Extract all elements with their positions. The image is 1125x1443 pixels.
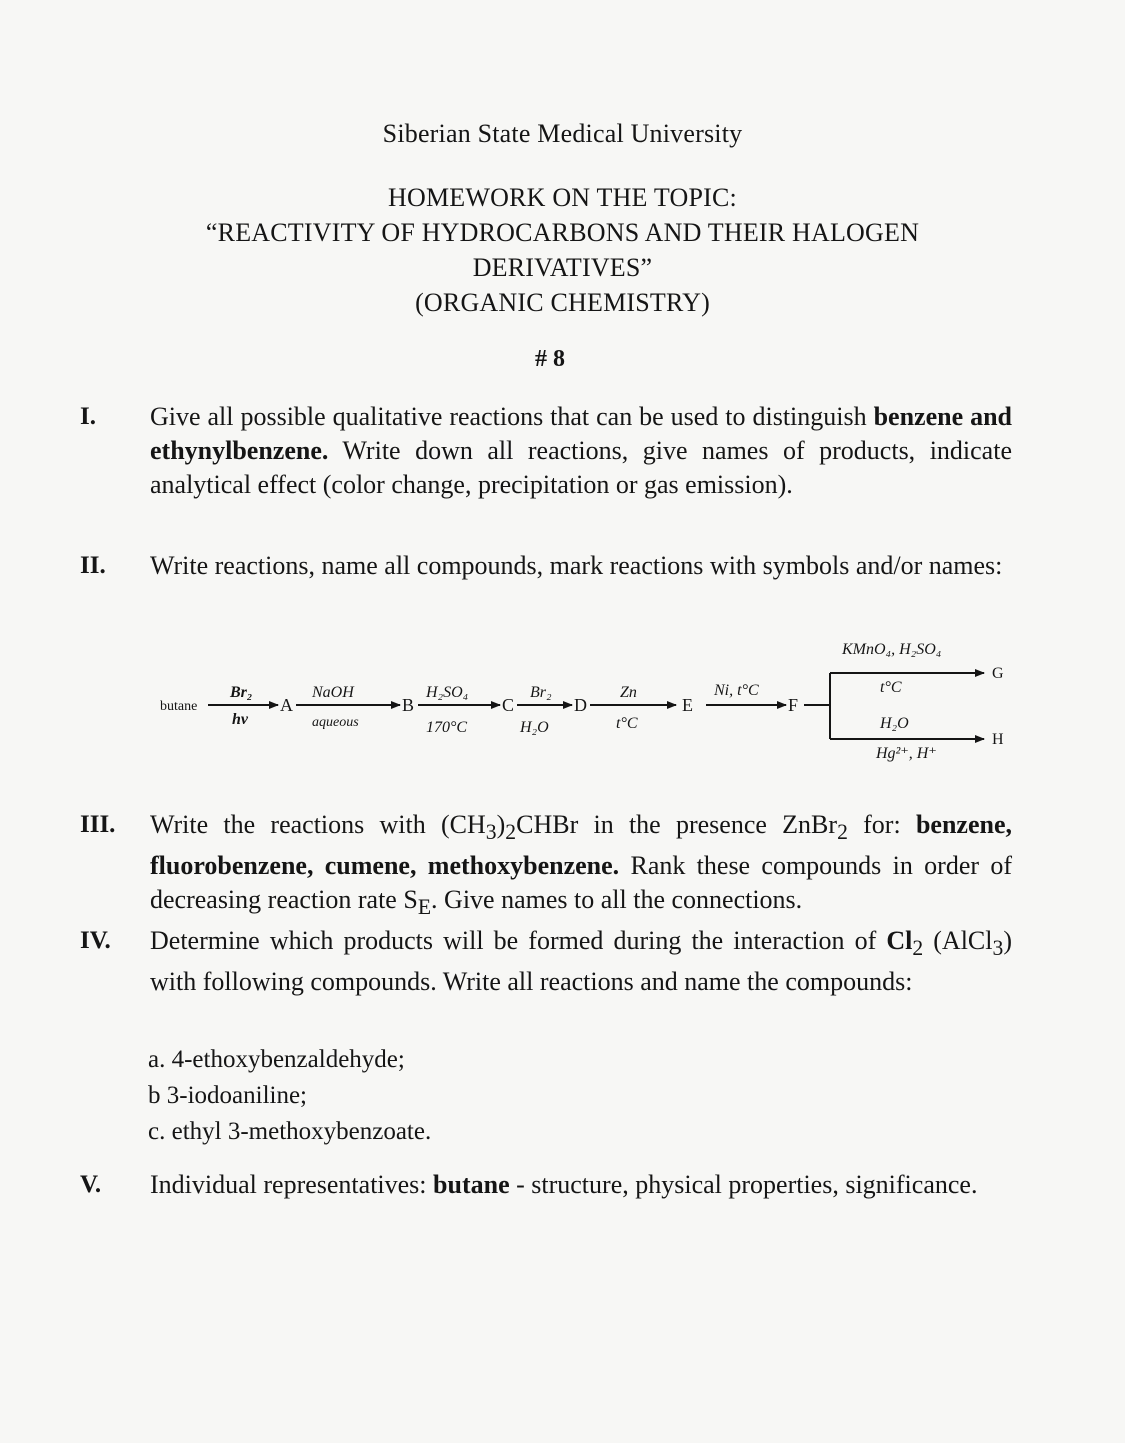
subscript: E — [417, 895, 432, 920]
text-run: - structure, physical properties, significance. — [509, 1170, 978, 1199]
list-item-c: c. ethyl 3-methoxybenzoate. — [148, 1118, 432, 1145]
text-run: Individual representatives: — [150, 1170, 434, 1199]
text-run: Rank these compounds in order of decreasing reaction rate S — [150, 851, 1012, 915]
list-item-a: a. 4-ethoxybenzaldehyde; — [148, 1046, 405, 1073]
node-c: C — [502, 695, 515, 715]
reagent-h-above: H₂O — [880, 715, 909, 732]
node-h: H — [992, 731, 1004, 748]
section-4 — [80, 924, 1012, 999]
reagent-2-above: NaOH — [312, 684, 354, 701]
university-name: Siberian State Medical University — [382, 119, 743, 148]
text-run: . Give names to all the connections. — [431, 885, 803, 915]
topic-line-4: (ORGANIC CHEMISTRY) — [415, 288, 710, 317]
reagent-4-above: Br₂ — [530, 684, 552, 701]
task-number: # 8 — [535, 346, 565, 372]
text-run: Determine which products will be formed during the interaction of — [150, 926, 887, 955]
reagent-4-below: H₂O — [520, 719, 549, 736]
reagent-2-below: aqueous — [312, 715, 359, 730]
topic-block — [0, 180, 1125, 320]
section-numeral: II. — [80, 552, 106, 579]
text-run: (AlCl — [923, 926, 993, 955]
subscript: 3 — [992, 936, 1004, 961]
section-2 — [80, 549, 1012, 583]
section-3 — [80, 808, 1012, 924]
text-run: Write the reactions with (CH — [150, 810, 486, 839]
subscript: 2 — [505, 820, 517, 845]
text-run: ) — [496, 810, 506, 839]
node-b: B — [402, 695, 415, 715]
node-e: E — [682, 695, 693, 715]
section-numeral: IV. — [80, 927, 111, 954]
scheme-start: butane — [160, 699, 198, 714]
reaction-scheme — [0, 632, 1125, 782]
reagent-5-below: t°C — [616, 715, 638, 732]
bold-run: benzene, fluorobenzene, cumene, methoxybenzene. — [150, 810, 1012, 881]
bold-run: Cl — [886, 926, 913, 955]
section-5 — [80, 1168, 1012, 1202]
reagent-1-above: Br₂ — [230, 684, 253, 701]
reagent-3-below: 170°C — [426, 719, 468, 736]
reagent-1-below: hν — [232, 711, 248, 728]
node-g: G — [992, 665, 1004, 682]
reagent-5-above: Zn — [620, 684, 637, 701]
text-run: Give all possible qualitative reactions that can be used to distinguish — [150, 402, 874, 431]
topic-line-3: DERIVATIVES” — [472, 253, 653, 282]
text-run: CHBr in the presence ZnBr — [516, 810, 838, 839]
reagent-h-below: Hg²⁺, H⁺ — [876, 745, 937, 762]
topic-line-2: “REACTIVITY OF HYDROCARBONS AND THEIR HALOGEN — [205, 218, 920, 247]
section-1-text — [150, 400, 1012, 502]
section-5-text — [150, 1168, 1012, 1202]
section-numeral: III. — [80, 811, 116, 838]
bold-run: benzene and ethynylbenzene. — [150, 402, 1013, 465]
section-2-text: Write reactions, name all compounds, mark reactions with symbols and/or names: — [150, 551, 1003, 580]
section-3-text — [150, 808, 1012, 924]
bold-run: butane — [433, 1170, 510, 1199]
text-run: for: — [847, 810, 916, 839]
reagent-g-above: KMnO₄, H₂SO₄ — [842, 641, 942, 658]
node-f: F — [788, 695, 799, 715]
node-a: A — [280, 695, 293, 715]
node-d: D — [574, 695, 587, 715]
header — [0, 116, 1125, 151]
text-run: ) with following compounds. Write all reactions and name the compounds: — [150, 926, 1012, 997]
reagent-g-below: t°C — [880, 679, 902, 696]
subscript: 2 — [912, 936, 924, 961]
text-run: Write down all reactions, give names of products, indicate analytical effect (color change, precipitation or gas emission). — [150, 436, 1012, 499]
list-item-b: b 3-iodoaniline; — [148, 1082, 307, 1109]
section-4-text — [150, 924, 1012, 999]
section-numeral: V. — [80, 1171, 102, 1198]
section-1 — [80, 400, 1012, 502]
subscript: 2 — [837, 820, 848, 845]
topic-line-1: HOMEWORK ON THE TOPIC: — [388, 183, 737, 212]
subscript: 3 — [485, 820, 497, 845]
reagent-6-above: Ni, t°C — [714, 682, 759, 699]
section-numeral: I. — [80, 403, 96, 430]
reagent-3-above: H₂SO₄ — [426, 684, 469, 701]
